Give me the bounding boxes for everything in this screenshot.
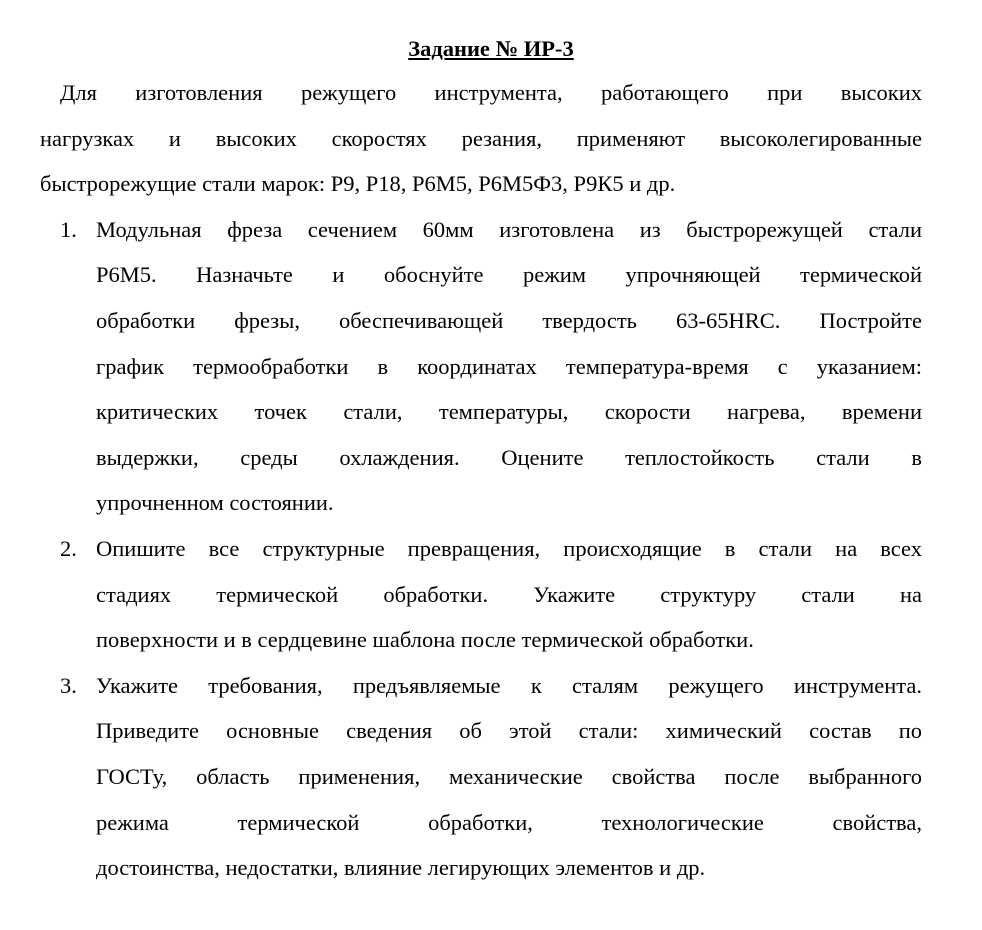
list-item-line: режима термической обработки, технологические свойства,	[96, 809, 922, 835]
intro-paragraph-line: нагрузках и высоких скоростях резания, применяют высоколегированные	[40, 125, 922, 151]
list-item-line: Укажите требования, предъявляемые к сталям режущего инструмента.	[96, 672, 922, 698]
list-item-line: выдержки, среды охлаждения. Оцените теплостойкость стали в	[96, 444, 922, 470]
list-item-number: 3.	[60, 672, 77, 698]
list-item-line: Опишите все структурные превращения, происходящие в стали на всех	[96, 536, 922, 561]
list-item-line: достоинства, недостатки, влияние легирующих элементов и др.	[96, 855, 706, 881]
list-item-line: критических точек стали, температуры, скорости нагрева, времени	[96, 399, 922, 425]
page-title: Задание № ИР-3	[408, 36, 574, 61]
intro-paragraph-line: быстрорежущие стали марок: Р9, Р18, Р6М5, Р6М5Ф3, Р9К5 и др.	[40, 171, 676, 197]
list-item-number: 1.	[60, 216, 77, 242]
list-item-line: упрочненном состоянии.	[96, 490, 334, 516]
list-item-line: график термообработки в координатах температура-время с указанием:	[96, 353, 922, 379]
list-item-line: стадиях термической обработки. Укажите структуру стали на	[96, 581, 922, 607]
list-item-line: обработки фрезы, обеспечивающей твердость 63-65HRC. Постройте	[96, 308, 922, 333]
list-item-number: 2.	[60, 536, 77, 561]
list-item-line: ГОСТу, область применения, механические свойства после выбранного	[96, 764, 922, 789]
list-item-line: Р6М5. Назначьте и обоснуйте режим упрочняющей термической	[96, 262, 922, 288]
list-item-line: Модульная фреза сечением 60мм изготовлена из быстрорежущей стали	[96, 216, 922, 242]
list-item-line: Приведите основные сведения об этой стали: химический состав по	[96, 718, 922, 744]
intro-paragraph-line: Для изготовления режущего инструмента, работающего при высоких	[60, 80, 922, 105]
list-item-line: поверхности и в сердцевине шаблона после термической обработки.	[96, 627, 754, 653]
